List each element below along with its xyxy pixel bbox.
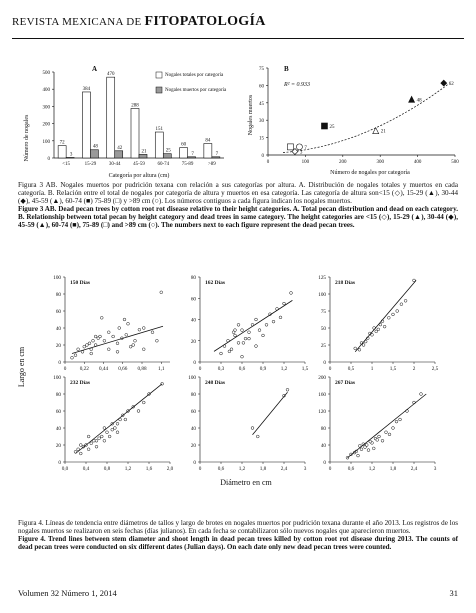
fig3a-data-label-total: 288 xyxy=(131,103,139,109)
fig4-panel-title: 232 Días xyxy=(70,380,91,386)
fig4-x-tick-label: 0,9 xyxy=(259,366,267,372)
fig4-y-tick-label: 80 xyxy=(55,292,61,298)
fig4-y-tick-label: 100 xyxy=(318,292,326,298)
fig4-panel xyxy=(191,275,309,372)
fig3a-bar-total xyxy=(180,148,188,158)
fig4-y-tick-label: 0 xyxy=(323,360,326,366)
fig4-y-tick-label: 160 xyxy=(318,392,326,398)
journal-header xyxy=(12,6,464,36)
fig4-data-point xyxy=(90,352,93,355)
fig4-x-tick-label: 1,6 xyxy=(145,466,153,472)
fig4-data-point xyxy=(220,352,223,355)
fig4-data-point xyxy=(155,339,158,342)
fig4-y-tick-label: 75 xyxy=(320,309,326,315)
fig3a-legend xyxy=(156,72,227,93)
fig3a-bar-total xyxy=(131,108,139,158)
fig4-y-tick-label: 25 xyxy=(320,343,326,349)
fig4-x-tick-label: 2,4 xyxy=(410,466,418,472)
fig4-x-tick-label: 0 xyxy=(198,366,202,372)
fig4-data-point xyxy=(116,431,119,434)
fig3b-scatter-chart xyxy=(240,60,465,185)
fig4-xlabel: Diámetro en cm xyxy=(220,478,272,487)
fig3a-data-label-total: 60 xyxy=(181,142,187,148)
fig4-data-point xyxy=(87,435,90,438)
fig4-x-tick-label: 1,1 xyxy=(158,366,165,372)
fig4-data-point xyxy=(251,427,254,430)
fig3a-x-tick-label: 75-89 xyxy=(181,162,194,167)
fig3a-data-label-total: 84 xyxy=(205,138,211,144)
fig4-data-point xyxy=(420,393,423,396)
fig4-data-point xyxy=(87,448,90,451)
fig3a-x-tick-label: 45-59 xyxy=(133,162,145,167)
fig4-data-point xyxy=(111,428,114,431)
fig4-data-point xyxy=(107,348,110,351)
fig3a-x-tick-label: <15 xyxy=(62,162,71,167)
fig3-caption xyxy=(18,181,458,230)
fig4-data-point xyxy=(132,344,135,347)
fig4-data-point xyxy=(95,445,98,448)
fig3b-point-label: 7 xyxy=(304,145,307,151)
fig4-y-tick-label: 40 xyxy=(190,317,196,324)
journal-prefix: REVISTA MEXICANA DE xyxy=(12,16,145,28)
fig4-y-tick-label: 40 xyxy=(320,443,326,449)
fig4-data-point xyxy=(387,316,390,319)
fig4-y-tick-label: 0 xyxy=(193,360,196,366)
legend-swatch-dead xyxy=(156,87,162,93)
fig3a-bar-total xyxy=(107,77,115,158)
fig3b-x-tick-label: 400 xyxy=(413,160,422,165)
fig4-data-point xyxy=(244,337,247,340)
fig3b-trend-curve xyxy=(283,85,448,153)
fig4-panel xyxy=(318,275,438,372)
fig4-y-tick-label: 20 xyxy=(190,338,196,345)
fig4-data-point xyxy=(255,345,258,348)
fig4-data-point xyxy=(286,388,289,391)
fig3a-xlabel: Categoría por altura (cm) xyxy=(108,173,170,179)
footer-volume: Volumen 32 Número 1, 2014 xyxy=(18,588,117,598)
fig4-data-point xyxy=(142,401,145,404)
fig4-panel xyxy=(188,375,306,472)
fig4-x-tick-label: 1,2 xyxy=(368,466,376,472)
fig3b-point-label: 48 xyxy=(416,98,422,104)
fig4-panel xyxy=(53,275,170,372)
fig4-data-point xyxy=(142,348,145,351)
fig4-x-tick-label: 3 xyxy=(303,466,307,472)
fig4-data-point xyxy=(142,327,145,330)
fig3b-x-tick-label: 300 xyxy=(376,160,384,165)
fig4-data-point xyxy=(85,344,88,347)
fig4-panel-title: 218 Días xyxy=(335,280,356,286)
fig4-y-tick-label: 40 xyxy=(55,326,61,332)
fig4-data-point xyxy=(134,339,137,342)
fig4-y-tick-label: 20 xyxy=(55,343,61,349)
fig3b-point-circle xyxy=(296,144,302,150)
fig3b-x-tick-label: 200 xyxy=(339,160,347,165)
fig3b-point-label: 3 xyxy=(299,150,303,156)
fig4-x-tick-label: 0,0 xyxy=(61,466,69,472)
fig3a-y-tick-label: 100 xyxy=(42,139,50,145)
fig3b-y-tick-label: 60 xyxy=(259,84,264,90)
fig4-data-point xyxy=(237,323,240,326)
fig4-data-point xyxy=(377,328,380,331)
fig4-y-tick-label: 0 xyxy=(58,360,61,366)
fig4-data-point xyxy=(290,292,293,295)
fig4-data-point xyxy=(404,299,407,302)
fig4-data-point xyxy=(116,350,119,353)
fig4-data-point xyxy=(381,439,384,442)
fig4-x-tick-label: 1,2 xyxy=(124,466,132,472)
fig3a-x-tick-label: 60-74 xyxy=(157,162,170,167)
fig4-data-point xyxy=(248,337,251,340)
fig4-x-tick-label: 2,5 xyxy=(431,366,439,372)
fig4-data-point xyxy=(372,447,375,450)
page-footer xyxy=(18,588,458,598)
fig3b-y-tick-label: 0 xyxy=(261,154,264,159)
fig3b-point-triangle xyxy=(409,96,415,102)
fig4-x-tick-label: 2 xyxy=(412,366,416,372)
fig4-trend-line xyxy=(214,300,292,351)
fig4-data-point xyxy=(279,316,282,319)
fig4-data-point xyxy=(228,350,231,353)
fig4-data-point xyxy=(116,422,119,425)
fig4-data-point xyxy=(129,345,132,348)
fig3a-y-tick-label: 0 xyxy=(47,157,50,162)
fig4-panel-title: 267 Días xyxy=(335,380,356,386)
fig3a-data-label-dead: 21 xyxy=(141,149,147,155)
fig4-x-tick-label: 0 xyxy=(328,466,332,472)
fig3a-data-label-dead: 3 xyxy=(69,152,73,158)
fig3b-y-tick-label: 30 xyxy=(259,119,264,125)
fig4-data-point xyxy=(232,331,235,334)
fig4-data-point xyxy=(79,452,82,455)
fig3b-ylabel: Nogales muertos xyxy=(248,94,254,136)
fig3a-data-label-total: 72 xyxy=(59,140,65,146)
journal-title xyxy=(12,14,266,30)
fig3b-y-tick-label: 75 xyxy=(259,67,264,72)
fig3a-bar-total xyxy=(58,146,66,158)
fig3b-y-tick-label: 45 xyxy=(259,101,264,107)
fig4-data-point xyxy=(272,320,275,323)
fig4-y-tick-label: 80 xyxy=(55,392,61,398)
fig4-data-point xyxy=(127,322,130,325)
fig3a-bar-dead xyxy=(212,157,220,158)
fig4-data-point xyxy=(100,316,103,319)
fig3b-x-tick-label: 0 xyxy=(266,160,270,165)
fig4-x-tick-label: 0,8 xyxy=(103,466,111,472)
fig4-trend-line xyxy=(253,392,288,435)
fig4-trend-line xyxy=(355,280,416,351)
fig3a-bar-total xyxy=(155,132,163,158)
fig4-y-tick-label: 200 xyxy=(318,375,326,381)
fig3a-y-tick-label: 500 xyxy=(42,71,50,76)
fig4-data-point xyxy=(358,348,361,351)
fig4-x-tick-label: 0,6 xyxy=(217,466,225,472)
fig3a-data-label-total: 151 xyxy=(155,127,164,133)
fig3b-point-square xyxy=(287,144,293,150)
fig4-data-point xyxy=(256,435,259,438)
fig4-x-tick-label: 1,8 xyxy=(259,466,267,472)
fig3a-y-tick-label: 400 xyxy=(42,88,50,94)
fig4-data-point xyxy=(103,339,106,342)
fig3b-y-tick-label: 15 xyxy=(259,136,264,142)
fig4-data-point xyxy=(241,355,244,358)
fig4-data-point xyxy=(367,449,370,452)
fig4-x-tick-label: 0 xyxy=(63,366,67,372)
fig3a-data-label-total: 384 xyxy=(82,86,91,92)
fig4-data-point xyxy=(83,345,86,348)
fig4-data-point xyxy=(354,347,357,350)
fig4-ylabel: Largo en cm xyxy=(17,346,26,388)
fig4-x-tick-label: 1,2 xyxy=(238,466,246,472)
fig4-data-point xyxy=(94,335,97,338)
fig4-y-tick-label: 80 xyxy=(190,275,196,281)
fig4-data-point xyxy=(357,454,360,457)
fig3a-data-label-dead: 42 xyxy=(117,145,123,151)
fig4-data-point xyxy=(138,328,141,331)
fig4-x-tick-label: 0,6 xyxy=(347,466,355,472)
fig4-data-point xyxy=(77,348,80,351)
fig4-data-point xyxy=(383,325,386,328)
fig3b-point-diamond xyxy=(441,80,447,86)
fig3a-y-tick-label: 200 xyxy=(42,122,50,128)
fig4-data-point xyxy=(112,335,115,338)
fig4-x-tick-label: 0 xyxy=(328,366,332,372)
fig4-y-tick-label: 60 xyxy=(190,296,196,303)
fig4-x-tick-label: 0,66 xyxy=(118,366,128,372)
fig4-data-point xyxy=(118,327,121,330)
fig4-data-point xyxy=(399,418,402,421)
fig4-data-point xyxy=(385,431,388,434)
fig4-y-tick-label: 80 xyxy=(190,392,196,398)
fig3a-bar-total xyxy=(82,92,90,158)
fig4-x-tick-label: 1,2 xyxy=(280,366,288,372)
fig4-data-point xyxy=(392,313,395,316)
fig4-data-point xyxy=(378,435,381,438)
fig4-panel-title: 162 Días xyxy=(205,280,226,286)
fig4-x-tick-label: 2,0 xyxy=(166,466,174,472)
fig3b-r2-label: R² = 0.933 xyxy=(284,82,311,88)
fig3a-data-label-dead: 7 xyxy=(191,151,194,157)
fig4-data-point xyxy=(100,435,103,438)
fig4-data-point xyxy=(283,302,286,305)
fig4-data-point xyxy=(92,339,95,342)
fig4-data-point xyxy=(88,342,91,345)
fig3a-data-label-total: 470 xyxy=(106,72,115,78)
fig4-y-tick-label: 50 xyxy=(320,326,326,332)
fig3b-point-square xyxy=(321,123,327,129)
fig4-y-tick-label: 120 xyxy=(318,409,326,415)
fig3a-x-tick-label: 30-44 xyxy=(108,162,121,167)
fig4-data-point xyxy=(95,439,98,442)
fig4-y-tick-label: 100 xyxy=(188,375,196,381)
fig4-panel xyxy=(318,375,436,472)
fig4-figure xyxy=(10,262,466,490)
fig4-y-tick-label: 40 xyxy=(55,426,61,432)
fig4-caption-en: Figure 4. Trend lines between stem diameter and shoot length in dead pecan trees killed by cotton root rot disease during 2013. The counts of dead pecan trees were conducted on six different dates (Julian days). On each date only new dead pecan trees were counted. xyxy=(18,535,458,552)
fig3a-data-label-dead: 7 xyxy=(215,151,219,157)
fig4-panel-title: 248 Días xyxy=(205,380,226,386)
fig4-x-tick-label: 0,4 xyxy=(82,466,90,472)
journal-main: FITOPATOLOGÍA xyxy=(144,14,266,29)
fig4-data-point xyxy=(98,437,101,440)
fig4-data-point xyxy=(392,427,395,430)
fig4-data-point xyxy=(113,427,116,430)
fig4-data-point xyxy=(99,335,102,338)
fig4-data-point xyxy=(258,329,261,332)
fig4-data-point xyxy=(265,323,268,326)
fig3a-data-label-dead: 25 xyxy=(165,148,171,154)
fig4-data-point xyxy=(116,342,119,345)
fig4-data-point xyxy=(255,318,258,321)
fig4-data-point xyxy=(79,444,82,447)
fig3a-bar-dead xyxy=(188,157,196,158)
fig4-x-tick-label: 0,3 xyxy=(217,366,225,372)
fig3b-x-tick-label: 100 xyxy=(301,160,310,165)
fig4-data-point xyxy=(160,291,163,294)
fig4-data-point xyxy=(376,439,379,442)
legend-total-label: Nogales totales por categoría xyxy=(165,73,224,78)
fig4-data-point xyxy=(106,431,109,434)
fig3a-bar-chart xyxy=(14,60,239,185)
fig4-x-tick-label: 1 xyxy=(370,366,374,372)
fig4-trend-line xyxy=(76,384,163,454)
fig4-data-point xyxy=(262,334,265,337)
fig4-data-point xyxy=(234,334,237,337)
fig4-data-point xyxy=(108,435,111,438)
fig4-data-point xyxy=(241,329,244,332)
fig4-data-point xyxy=(388,433,391,436)
fig4-x-tick-label: 3 xyxy=(433,466,437,472)
fig4-x-tick-label: 0 xyxy=(198,466,202,472)
fig3a-bar-dead xyxy=(115,151,123,158)
fig3a-ylabel: Número de nogales xyxy=(24,114,30,162)
fig4-x-tick-label: 0,6 xyxy=(238,366,246,372)
fig4-data-point xyxy=(360,448,363,451)
fig4-data-point xyxy=(396,310,399,313)
fig3b-x-tick-label: 500 xyxy=(451,160,459,165)
fig4-y-tick-label: 60 xyxy=(190,409,196,415)
fig4-data-point xyxy=(124,418,127,421)
fig4-panel xyxy=(53,375,173,472)
fig4-y-tick-label: 0 xyxy=(58,460,61,466)
fig4-y-tick-label: 20 xyxy=(190,443,196,449)
fig3a-panel-label: A xyxy=(92,65,98,73)
fig4-trend-line xyxy=(348,394,427,458)
fig4-data-point xyxy=(90,442,93,445)
fig4-data-point xyxy=(103,439,106,442)
fig4-x-tick-label: 1,8 xyxy=(389,466,397,472)
fig4-x-tick-label: 2,4 xyxy=(280,466,288,472)
fig4-data-point xyxy=(137,410,140,413)
fig4-y-tick-label: 80 xyxy=(320,426,326,432)
fig4-data-point xyxy=(71,356,74,359)
fig4-x-tick-label: 0,22 xyxy=(79,366,89,372)
fig4-y-tick-label: 40 xyxy=(190,426,196,432)
fig4-data-point xyxy=(125,333,128,336)
legend-dead-label: Nogales muertos por categoría xyxy=(165,88,227,93)
fig3b-point-label: 25 xyxy=(329,125,335,130)
fig3b-point-label: 62 xyxy=(448,82,454,88)
fig4-panel-title: 150 Días xyxy=(70,280,91,286)
fig4-trend-line xyxy=(72,326,163,353)
page-number: 31 xyxy=(449,588,458,598)
fig4-data-point xyxy=(395,420,398,423)
fig4-caption-es: Figura 4. Líneas de tendencia entre diámetros de tallos y largo de brotes en nogales muertos por pudrición texana durante el año 2013. Los registros de los nogales muertos se realizaron en seis fechas (días julianos). En cada fecha se contabilizaron sólo nuevos nogales que aparecieron muertos. xyxy=(18,519,458,536)
fig3a-bar-total xyxy=(204,144,212,158)
fig3a-y-tick-label: 300 xyxy=(42,105,50,111)
fig4-y-tick-label: 0 xyxy=(193,460,196,466)
fig4-caption xyxy=(18,519,458,551)
fig3b-point-label: 21 xyxy=(380,129,386,135)
fig3a-bar-dead xyxy=(163,154,171,158)
fig3a-bar-dead xyxy=(66,157,74,158)
fig4-data-point xyxy=(365,444,368,447)
fig3b-xlabel: Número de nogales por categoría xyxy=(330,170,410,176)
fig3a-x-tick-label: 15-29 xyxy=(84,162,97,167)
fig4-x-tick-label: 0,44 xyxy=(98,366,109,372)
fig4-data-point xyxy=(242,341,245,344)
fig4-y-tick-label: 20 xyxy=(55,443,61,449)
fig4-y-tick-label: 125 xyxy=(318,275,326,281)
fig4-y-tick-label: 100 xyxy=(53,375,61,381)
fig4-data-point xyxy=(248,331,251,334)
fig4-x-tick-label: 1,5 xyxy=(389,366,397,372)
fig4-y-tick-label: 60 xyxy=(55,409,61,415)
fig4-data-point xyxy=(74,354,77,357)
fig3-caption-en: Figure 3 AB. Dead pecan trees by cotton root rot disease relative to their height categories. A. Total pecan distribution and dead on each category. B. Relationship between total pecan by height category and dead trees in same category. The height categories are <15 (◇), 15-29 (▲), 30-44 (◆), 45-59 (▲), 60-74 (■), 75-89 (□) and >89 cm (○). The numbers next to each figure represent the dead pecan trees. xyxy=(18,205,458,230)
legend-swatch-total xyxy=(156,72,162,78)
fig3b-point-triangle xyxy=(373,128,379,134)
fig4-data-point xyxy=(237,341,240,344)
fig4-x-tick-label: 0,88 xyxy=(137,366,147,372)
fig4-y-tick-label: 60 xyxy=(55,309,61,315)
fig4-x-tick-label: 1,5 xyxy=(301,366,309,372)
fig3a-bar-dead xyxy=(139,154,147,158)
fig4-x-tick-label: 0,5 xyxy=(347,366,355,372)
fig4-data-point xyxy=(123,318,126,321)
fig4-data-point xyxy=(151,331,154,334)
fig3a-data-label-dead: 48 xyxy=(92,144,98,150)
fig4-y-tick-label: 0 xyxy=(323,460,326,466)
fig3-caption-es: Figura 3 AB. Nogales muertos por pudrición texana con relación a sus categorías por altura. A. Distribución de nogales totales y muertos en cada categoría. B. Relación entre el total de nogales por categoría de altura y muertos en esa categoría. Las categoría de altura son<15 (◇), 15-29 (▲), 30-44 (◆), 45-59 (▲), 60-74 (■) 75-89 (□) y >89 cm (○). Los números contiguos a cada figura indican los nogales muertos. xyxy=(18,181,458,206)
header-rule xyxy=(12,38,464,39)
fig4-data-point xyxy=(400,303,403,306)
fig4-data-point xyxy=(107,331,110,334)
fig4-y-tick-label: 100 xyxy=(53,275,61,281)
fig3b-panel-label: B xyxy=(284,65,289,73)
fig3a-bar-dead xyxy=(90,150,98,158)
fig3a-x-tick-label: >89 xyxy=(207,162,216,167)
